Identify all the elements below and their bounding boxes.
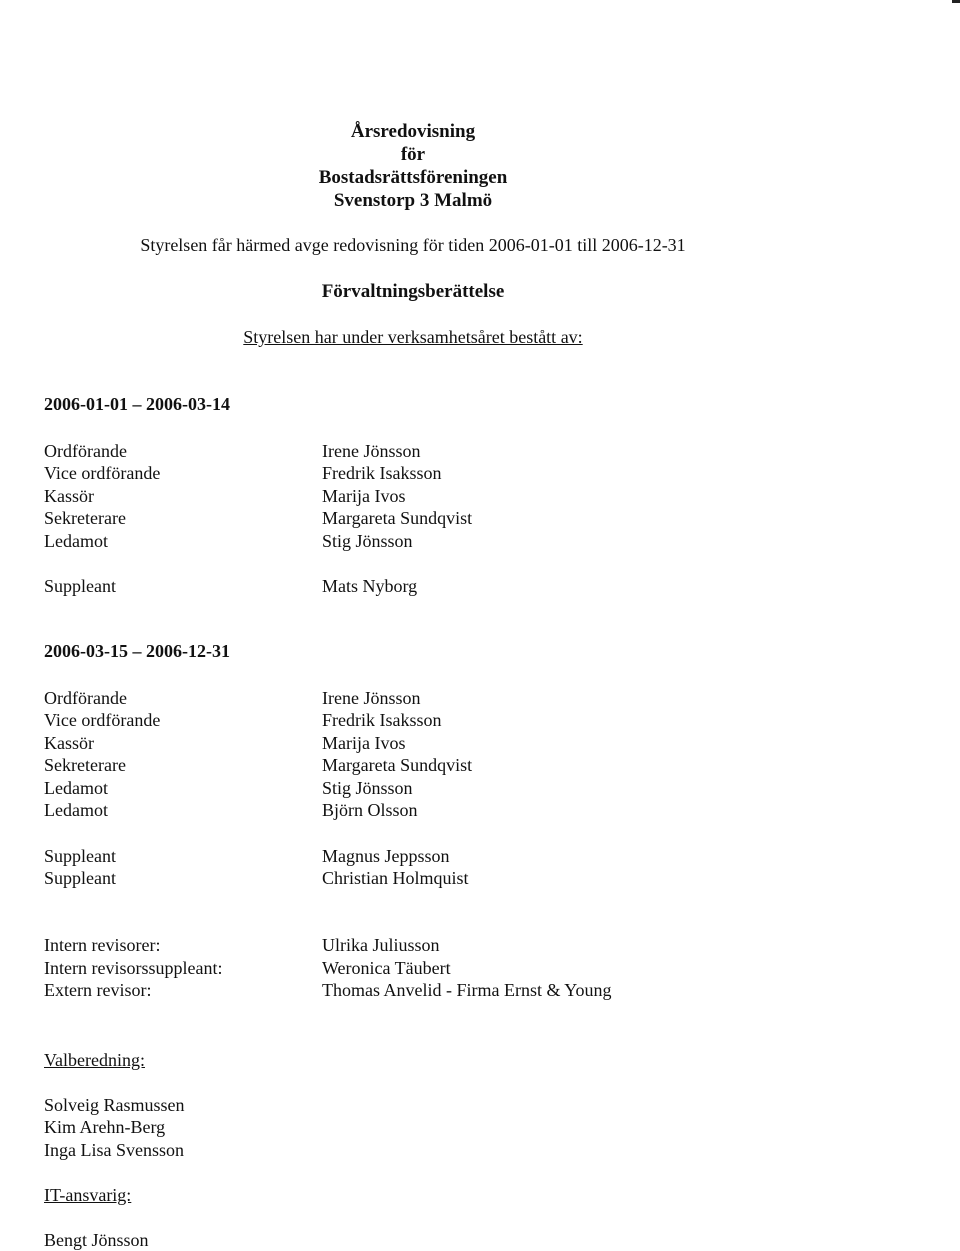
board-member-row: [44, 485, 804, 507]
board-member-row: [44, 462, 804, 484]
member-name: Christian Holmquist: [322, 868, 469, 888]
title-line: Svenstorp 3 Malmö: [333, 190, 493, 211]
member-name: Stig Jönsson: [322, 531, 413, 551]
member-name: Irene Jönsson: [322, 688, 421, 708]
member-role: Kassör: [44, 733, 94, 753]
period-heading: 2006-01-01 – 2006-03-14: [44, 394, 230, 414]
auditor-role: Extern revisor:: [44, 980, 152, 1000]
member-role: Sekreterare: [44, 508, 126, 528]
nomination-member: Solveig Rasmussen: [44, 1095, 185, 1115]
board-member-row: [44, 777, 804, 799]
member-name: Magnus Jeppsson: [322, 846, 450, 866]
member-name: Marija Ivos: [322, 733, 406, 753]
member-name: Margareta Sundqvist: [322, 508, 473, 528]
it-member: Bengt Jönsson: [44, 1230, 149, 1250]
auditor-name: Thomas Anvelid - Firma Ernst & Young: [322, 980, 612, 1000]
member-role: Ordförande: [44, 441, 127, 461]
auditor-row: [44, 979, 804, 1001]
document-title: [0, 120, 826, 212]
deputy-row: [44, 845, 804, 867]
member-role: Suppleant: [44, 868, 116, 888]
auditor-role: Intern revisorssuppleant:: [44, 958, 223, 978]
deputy-row: [44, 575, 804, 597]
member-role: Sekreterare: [44, 755, 126, 775]
member-role: Ordförande: [44, 688, 127, 708]
member-role: Ledamot: [44, 778, 108, 798]
auditor-row: [44, 957, 804, 979]
intro-text: Styrelsen får härmed avge redovisning för tiden 2006-01-01 till 2006-12-31: [140, 235, 686, 255]
member-name: Marija Ivos: [322, 486, 406, 506]
member-role: Ledamot: [44, 531, 108, 551]
board-member-row: [44, 440, 804, 462]
title-line: Årsredovisning: [350, 121, 476, 142]
title-line: Bostadsrättsföreningen: [318, 167, 508, 188]
it-label: IT-ansvarig:: [44, 1185, 132, 1205]
member-role: Vice ordförande: [44, 463, 161, 483]
board-label: Styrelsen har under verksamhetsåret bestått av:: [243, 327, 583, 347]
member-name: Fredrik Isaksson: [322, 463, 442, 483]
auditor-name: Ulrika Juliusson: [322, 935, 440, 955]
member-role: Suppleant: [44, 576, 116, 596]
title-line: för: [400, 144, 426, 165]
auditor-row: [44, 934, 804, 956]
board-member-row: [44, 507, 804, 529]
member-name: Fredrik Isaksson: [322, 710, 442, 730]
member-name: Mats Nyborg: [322, 576, 418, 596]
board-member-row: [44, 754, 804, 776]
member-name: Stig Jönsson: [322, 778, 413, 798]
scan-mark: [952, 0, 960, 3]
board-member-row: [44, 687, 804, 709]
deputy-row: [44, 867, 804, 889]
section-heading: Förvaltningsberättelse: [321, 281, 505, 302]
nomination-label: Valberedning:: [44, 1050, 145, 1070]
member-name: Irene Jönsson: [322, 441, 421, 461]
nomination-member: Kim Arehn-Berg: [44, 1117, 166, 1137]
board-member-row: [44, 709, 804, 731]
member-role: Kassör: [44, 486, 94, 506]
nomination-member: Inga Lisa Svensson: [44, 1140, 184, 1160]
board-member-row: [44, 530, 804, 552]
auditor-role: Intern revisorer:: [44, 935, 161, 955]
member-role: Suppleant: [44, 846, 116, 866]
board-member-row: [44, 799, 804, 821]
member-name: Margareta Sundqvist: [322, 755, 473, 775]
member-name: Björn Olsson: [322, 800, 418, 820]
member-role: Ledamot: [44, 800, 108, 820]
auditor-name: Weronica Täubert: [322, 958, 451, 978]
board-member-row: [44, 732, 804, 754]
period-heading: 2006-03-15 – 2006-12-31: [44, 641, 230, 661]
member-role: Vice ordförande: [44, 710, 161, 730]
